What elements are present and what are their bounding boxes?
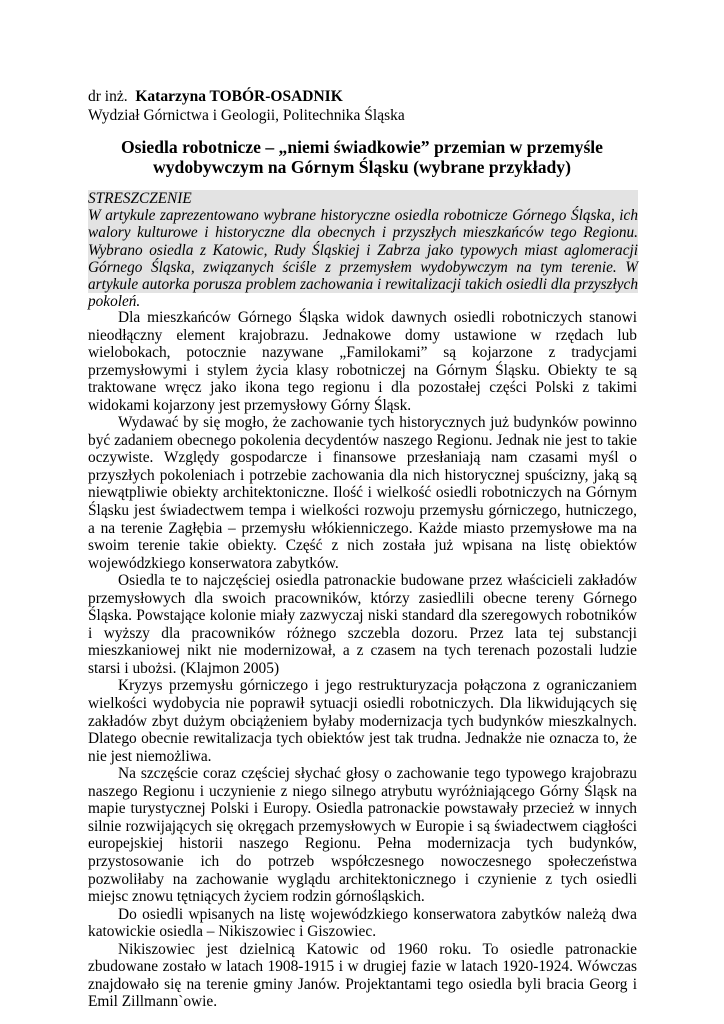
title-line-2: wydobywczym na Górnym Śląsku (wybrane przykłady): [153, 157, 571, 177]
body-text: [88, 309, 637, 1011]
paragraph-5: Na szczęście coraz częściej słychać głosy o zachowanie tego typowego krajobrazu naszego Regionu i uczynienie z niego silnego atrybutu wyróżniającego Górny Śląsk na mapie turystycznej Polski i Europy. Osiedla patronackie powstawały przecież w innych silnie rozwijających się okręgach przemysłowych w Europie i są świadectwem ciągłości europejskiej historii naszego Regionu. Pełna modernizacja tych budynków, przystosowanie ich do potrzeb współczesnego nowoczesnego społeczeństwa pozwoliłaby na zachowanie wyglądu architektonicznego i czynienie z tych osiedli miejsc znowu tętniących życiem rodzin górnośląskich.: [88, 765, 637, 906]
title-line-1: Osiedla robotnicze – „niemi świadkowie” przemian w przemyśle: [121, 137, 603, 157]
abstract-heading: STRESZCZENIE: [88, 190, 192, 207]
abstract-box: [88, 190, 638, 311]
paragraph-2: Wydawać by się mogło, że zachowanie tych historycznych już budynków powinno być zadaniem obecnego pokolenia decydentów naszego Regionu. Jednak nie jest to takie oczywiste. Względy gospodarcze i finansowe przesłaniają nam czasami myśl o przyszłych pokoleniach i potrzebie zachowania dla nich historycznej spuścizny, jaką są niewątpliwie obiekty architektoniczne. Ilość i wielkość osiedli robotniczych na Górnym Śląsku jest świadectwem tempa i wielkości rozwoju przemysłu górniczego, hutniczego, a na terenie Zagłębia – przemysłu włókienniczego. Każde miasto przemysłowe ma na swoim terenie takie obiekty. Część z nich została już wpisana na listę obiektów wojewódzkiego konserwatora zabytków.: [88, 414, 637, 572]
affiliation: Wydział Górnictwa i Geologii, Politechnika Śląska: [88, 107, 405, 124]
author-title: dr inż.: [88, 88, 128, 105]
author-line: [88, 87, 343, 106]
paragraph-1: Dla mieszkańców Górnego Śląska widok dawnych osiedli robotniczych stanowi nieodłączny element krajobrazu. Jednakowe domy ustawione w rzędach lub wielobokach, potocznie nazywane „Familokami” są kojarzone z tradycjami przemysłowymi i stylem życia klasy robotniczej na Górnym Śląsku. Obiekty te są traktowane wręcz jako ikona tego regionu i dla pozostałej części Polski z takimi widokami kojarzony jest przemysłowy Górny Śląsk.: [88, 309, 637, 414]
author-name: Katarzyna TOBÓR-OSADNIK: [135, 88, 343, 105]
paper-title: [88, 137, 636, 177]
paragraph-6: Do osiedli wpisanych na listę wojewódzkiego konserwatora zabytków należą dwa katowickie osiedla – Nikiszowiec i Giszowiec.: [88, 905, 637, 941]
paragraph-4: Kryzys przemysłu górniczego i jego restrukturyzacja połączona z ograniczaniem wielkości wydobycia nie poprawił sytuacji osiedli robotniczych. Dla likwidujących się zakładów zbyt dużym obciążeniem byłaby modernizacja tych budynków mieszkalnych. Dlatego obecnie rewitalizacja tych obiektów jest tak trudna. Jednakże nie oznacza to, że nie jest niemożliwa.: [88, 677, 637, 765]
paragraph-7: Nikiszowiec jest dzielnicą Katowic od 1960 roku. To osiedle patronackie zbudowane zostało w latach 1908-1915 i w drugiej fazie w latach 1920-1924. Wówczas znajdowało się na terenie gminy Janów. Projektantami tego osiedla byli bracia Georg i Emil Zillmann`owie.: [88, 940, 637, 1011]
paragraph-3: Osiedla te to najczęściej osiedla patronackie budowane przez właścicieli zakładów przemysłowych dla swoich pracowników, którzy zasiedlili obecne tereny Górnego Śląska. Powstające kolonie miały zazwyczaj niski standard dla szeregowych robotników i wyższy dla pracowników różnego szczebla dozoru. Przez lata tej substancji mieszkaniowej nikt nie modernizował, a z czasem na tych terenach pozostali ludzie starsi i ubożsi. (Klajmon 2005): [88, 572, 637, 677]
abstract-text: W artykule zaprezentowano wybrane historyczne osiedla robotnicze Górnego Śląska, ich walory kulturowe i historyczne dla obecnych i przyszłych mieszkańców tego Regionu. Wybrano osiedla z Katowic, Rudy Śląskiej i Zabrza jako typowych miast aglomeracji Górnego Śląska, związanych ściśle z przemysłem wydobywczym na tym terenie. W artykule autorka porusza problem zachowania i rewitalizacji takich osiedli dla przyszłych pokoleń.: [88, 207, 638, 311]
